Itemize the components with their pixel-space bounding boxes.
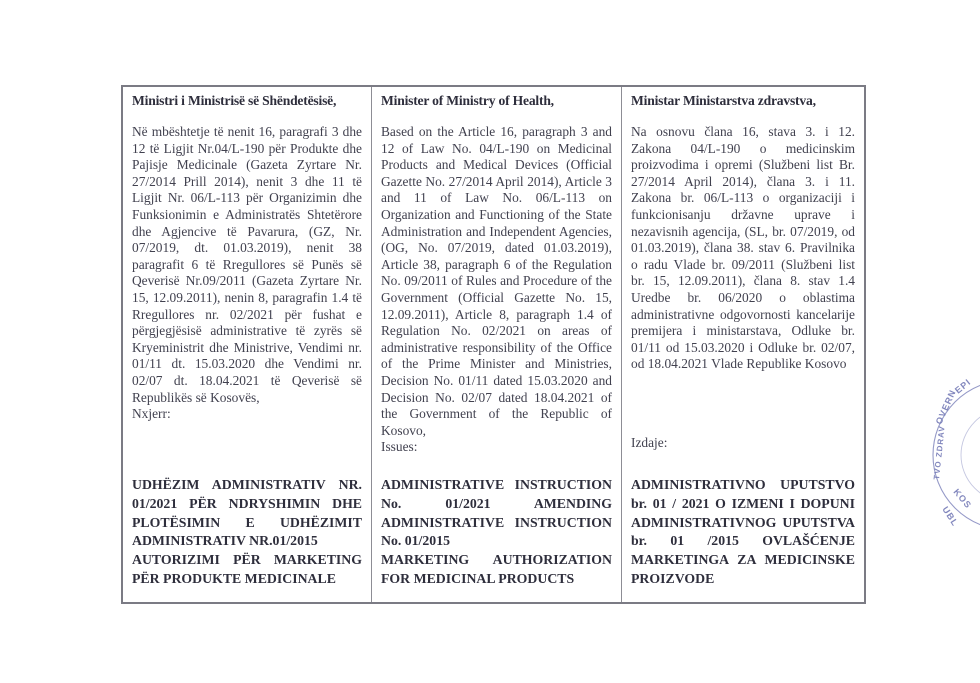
instruction-title-serbian [631, 476, 855, 589]
title-paragraph: ADMINISTRATIVNO UPUTSTVO br. 01 / 2021 O IZMENI I DOPUNI ADMINISTRATIVNOG UPUTSTVA br. 01 /2015 OVLAŠĆENJE MARKETINGA ZA MEDICINSKE PROIZVODE [631, 477, 855, 586]
ministry-stamp-icon [915, 368, 980, 548]
issue-word-english: Issues: [381, 439, 418, 455]
instruction-title-english [381, 476, 612, 589]
stamp-text-fragment: UBL [940, 504, 961, 529]
document-table [121, 85, 866, 604]
column-albanian [123, 87, 371, 602]
column-header-english: Minister of Ministry of Health, [381, 93, 554, 108]
title-paragraph: AUTORIZIMI PËR MARKETING PËR PRODUKTE MEDICINALE [132, 552, 362, 586]
column-header-serbian: Ministar Ministarstva zdravstva, [631, 93, 816, 108]
legal-basis-paragraph-serbian: Na osnovu člana 16, stava 3. i 12. Zakona 04/L-190 o medicinskim proizvodima i opremi (Službeni list Br. 27/2014 April 2014), člana 3. i 11. Zakona br. 06/L-113 o organizaciji i funkcionisanju državne uprave i nezavisnih agencija, (SL, br. 07/2019, od 01.03.2019), člana 38. stav 6. Pravilnika o radu Vlade br. 09/2011 (Službeni list br. 15, 12.09.2011), člana 8. stav 1.4 Uredbe br. 06/2020 o oblastima administrativne odgovornosti kancelarije premijera i ministarstava, Odluke br. 01/11 od 15.03.2020 i Odluke br. 02/07, od 18.04.2021 Vlade Republike Kosovo [631, 124, 855, 372]
stamp-text-fragment: EPI [952, 376, 973, 396]
issue-word-serbian: Izdaje: [631, 435, 668, 450]
column-english [371, 87, 621, 602]
title-paragraph: ADMINISTRATIVE INSTRUCTION No. 01/2021 AMENDING ADMINISTRATIVE INSTRUCTION No. 01/2015 [381, 477, 612, 549]
title-paragraph: MARKETING AUTHORIZATION FOR MEDICINAL PRODUCTS [381, 552, 612, 586]
stamp-text-fragment: KOS [951, 486, 974, 511]
issue-word-albanian: Nxjerr: [132, 406, 171, 422]
instruction-title-albanian [132, 476, 362, 589]
legal-basis-paragraph-albanian: Në mbështetje të nenit 16, paragrafi 3 dhe 12 të Ligjit Nr.04/L-190 për Produkte dhe Pajisje Medicinale (Gazeta Zyrtare Nr. 27/2014 Prill 2014), nenit 3 dhe 11 të Ligjit Nr. 06/L-113 për Organizimin dhe Funksionimin e Administratës Shtetërore dhe Agjencive të Pavarura, (GZ, Nr. 07/2019, dt. 01.03.2019), nenit 38 paragrafit 6 të Rregullores së Punës së Qeverisë Nr.09/2011 (Gazeta Zyrtare Nr. 15, 12.09.2011), nenin 8, paragrafin 1.4 të Rregullores nr. 02/2021 për fushat e përgjegjësisë administrative të zyrës së Kryeministrit dhe Ministrive, Vendimi nr. 01/11 dt. 15.03.2020 dhe Vendimi nr. 02/07 dt. 18.04.2021 të Qeverisë së Republikës së Kosovës, [132, 124, 362, 405]
legal-basis-paragraph-english: Based on the Article 16, paragraph 3 and 12 of Law No. 04/L-190 on Medicinal Products and Medical Devices (Official Gazette No. 27/2014 April 2014), Article 3 and 11 of Law No. 06/L-113 on Organization and Functioning of the State Administration and Independent Agencies, (OG, No. 07/2019, dated 01.03.2019), Article 38, paragraph 6 of the Regulation No. 09/2011 of Rules and Procedure of the Government (Official Gazette No. 15, 12.09.2011), Article 8, paragraph 1.4 of Regulation No. 02/2021 on areas of administrative responsibility of the Office of the Prime Minister and Ministries, Decision No. 01/11 dated 15.03.2020 and Decision No. 02/07 dated 18.04.2021 of the Government of the Republic of Kosovo, [381, 124, 612, 438]
stamp-text-fragment: OVERN [933, 387, 958, 426]
column-serbian [621, 87, 864, 602]
title-paragraph: UDHËZIM ADMINISTRATIV NR. 01/2021 PËR NDRYSHIMIN DHE PLOTËSIMIN E UDHËZIMIT ADMINISTRATIV NR.01/2015 [132, 477, 362, 549]
stamp-text-fragment: TVO ZDRAV [932, 424, 947, 481]
column-header-albanian: Ministri i Ministrisë së Shëndetësisë, [132, 93, 337, 108]
